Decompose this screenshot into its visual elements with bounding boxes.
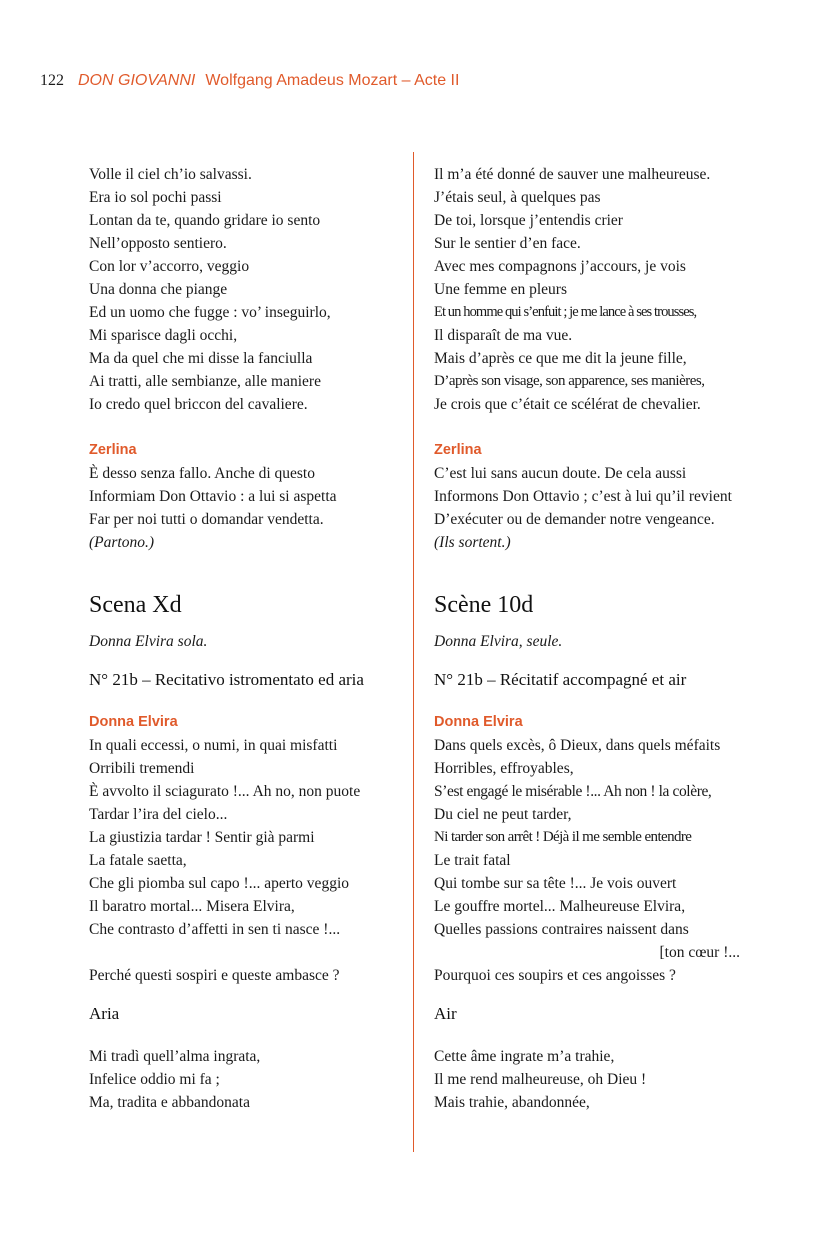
- verse-line: Il me rend malheureuse, oh Dieu !: [434, 1071, 647, 1088]
- french-column: [434, 163, 746, 1114]
- verse-line: De toi, lorsque j’entendis crier: [434, 212, 623, 229]
- number-title: N° 21b – Recitativo istromentato ed aria: [89, 670, 364, 689]
- verse-line: Et un homme qui s’enfuit ; je me lance à ses trousses,: [434, 304, 697, 320]
- verse-line: Informons Don Ottavio ; c’est à lui qu’il revient: [434, 488, 732, 505]
- stage-direction: Donna Elvira sola.: [89, 633, 208, 650]
- verse-line: Qui tombe sur sa tête !... Je vois ouvert: [434, 875, 677, 892]
- verse-line: Io credo quel briccon del cavaliere.: [89, 396, 308, 413]
- speaker-name: Donna Elvira: [89, 714, 178, 730]
- verse-line: Che contrasto d’affetti in sen ti nasce !...: [89, 921, 341, 938]
- verse-line: Orribili tremendi: [89, 760, 195, 777]
- verse-line: Ai tratti, alle sembianze, alle maniere: [89, 373, 321, 390]
- stage-direction: (Ils sortent.): [434, 534, 511, 551]
- scene-title: Scène 10d: [434, 592, 534, 618]
- opera-title: DON GIOVANNI: [78, 72, 196, 89]
- speaker-name: Zerlina: [89, 442, 137, 458]
- verse-line: Mais d’après ce que me dit la jeune fille,: [434, 350, 687, 367]
- verse-line: Che gli piomba sul capo !... aperto veggio: [89, 875, 349, 892]
- verse-line: Far per noi tutti o domandar vendetta.: [89, 511, 324, 528]
- verse-line: Le gouffre mortel... Malheureuse Elvira,: [434, 898, 686, 915]
- verse-line: La fatale saetta,: [89, 852, 187, 869]
- verse-line: Dans quels excès, ô Dieux, dans quels méfaits: [434, 737, 721, 754]
- page-number: 122: [40, 72, 64, 89]
- verse-line: Ni tarder son arrêt ! Déjà il me semble entendre: [434, 829, 692, 845]
- verse-line: D’exécuter ou de demander notre vengeance.: [434, 511, 715, 528]
- verse-line: S’est engagé le misérable !... Ah non ! la colère,: [434, 783, 712, 800]
- verse-line: Nell’opposto sentiero.: [89, 235, 227, 252]
- verse-line: J’étais seul, à quelques pas: [434, 189, 601, 206]
- verse-line: Tardar l’ira del cielo...: [89, 806, 228, 823]
- verse-line: Infelice oddio mi fa ;: [89, 1071, 220, 1088]
- verse-line: Ma, tradita e abbandonata: [89, 1094, 250, 1111]
- verse-line: Il m’a été donné de sauver une malheureuse.: [434, 166, 711, 183]
- column-divider: [413, 152, 414, 1152]
- verse-line: Le trait fatal: [434, 852, 511, 869]
- stage-direction: (Partono.): [89, 534, 155, 551]
- verse-line: Cette âme ingrate m’a trahie,: [434, 1048, 615, 1065]
- number-title: N° 21b – Récitatif accompagné et air: [434, 670, 687, 689]
- verse-line: In quali eccessi, o numi, in quai misfatti: [89, 737, 338, 754]
- verse-line-continuation: [ton cœur !...: [659, 944, 740, 961]
- verse-line: Horribles, effroyables,: [434, 760, 574, 777]
- verse-line: Une femme en pleurs: [434, 281, 567, 298]
- header-subtitle: Wolfgang Amadeus Mozart – Acte II: [205, 72, 460, 89]
- verse-line: D’après son visage, son apparence, ses manières,: [434, 373, 705, 389]
- verse-line: Mi tradì quell’alma ingrata,: [89, 1048, 261, 1065]
- verse-line: Ed un uomo che fugge : vo’ inseguirlo,: [89, 304, 331, 321]
- verse-line: Volle il ciel ch’io salvassi.: [89, 166, 252, 183]
- aria-title: Air: [434, 1004, 457, 1023]
- running-header: [40, 72, 459, 90]
- verse-line: Era io sol pochi passi: [89, 189, 222, 206]
- verse-line: Du ciel ne peut tarder,: [434, 806, 572, 823]
- verse-line: La giustizia tardar ! Sentir già parmi: [89, 829, 315, 846]
- verse-line: Mais trahie, abandonnée,: [434, 1094, 590, 1111]
- verse-line: Mi sparisce dagli occhi,: [89, 327, 238, 344]
- verse-line: Una donna che piange: [89, 281, 228, 298]
- verse-line: Pourquoi ces soupirs et ces angoisses ?: [434, 967, 676, 984]
- verse-line: Je crois que c’était ce scélérat de chevalier.: [434, 396, 701, 413]
- verse-line: Avec mes compagnons j’accours, je vois: [434, 258, 686, 275]
- verse-line: Con lor v’accorro, veggio: [89, 258, 250, 275]
- verse-line: Perché questi sospiri e queste ambasce ?: [89, 967, 340, 984]
- verse-line: C’est lui sans aucun doute. De cela aussi: [434, 465, 687, 482]
- verse-line: Lontan da te, quando gridare io sento: [89, 212, 321, 229]
- speaker-name: Donna Elvira: [434, 714, 523, 730]
- verse-line: È avvolto il sciagurato !... Ah no, non puote: [89, 783, 361, 800]
- intro-verse: [89, 163, 399, 416]
- aria-title: Aria: [89, 1004, 120, 1023]
- verse-line: Il disparaît de ma vue.: [434, 327, 573, 344]
- verse-line: Il baratro mortal... Misera Elvira,: [89, 898, 295, 915]
- verse-line: Sur le sentier d’en face.: [434, 235, 581, 252]
- verse-line: È desso senza fallo. Anche di questo: [89, 465, 315, 482]
- italian-column: [89, 163, 399, 1114]
- intro-verse: [434, 163, 746, 416]
- verse-line: Ma da quel che mi disse la fanciulla: [89, 350, 313, 367]
- stage-direction: Donna Elvira, seule.: [434, 633, 563, 650]
- speaker-name: Zerlina: [434, 442, 482, 458]
- verse-line: Informiam Don Ottavio : a lui si aspetta: [89, 488, 337, 505]
- scene-title: Scena Xd: [89, 592, 182, 618]
- verse-line: Quelles passions contraires naissent dans: [434, 921, 689, 938]
